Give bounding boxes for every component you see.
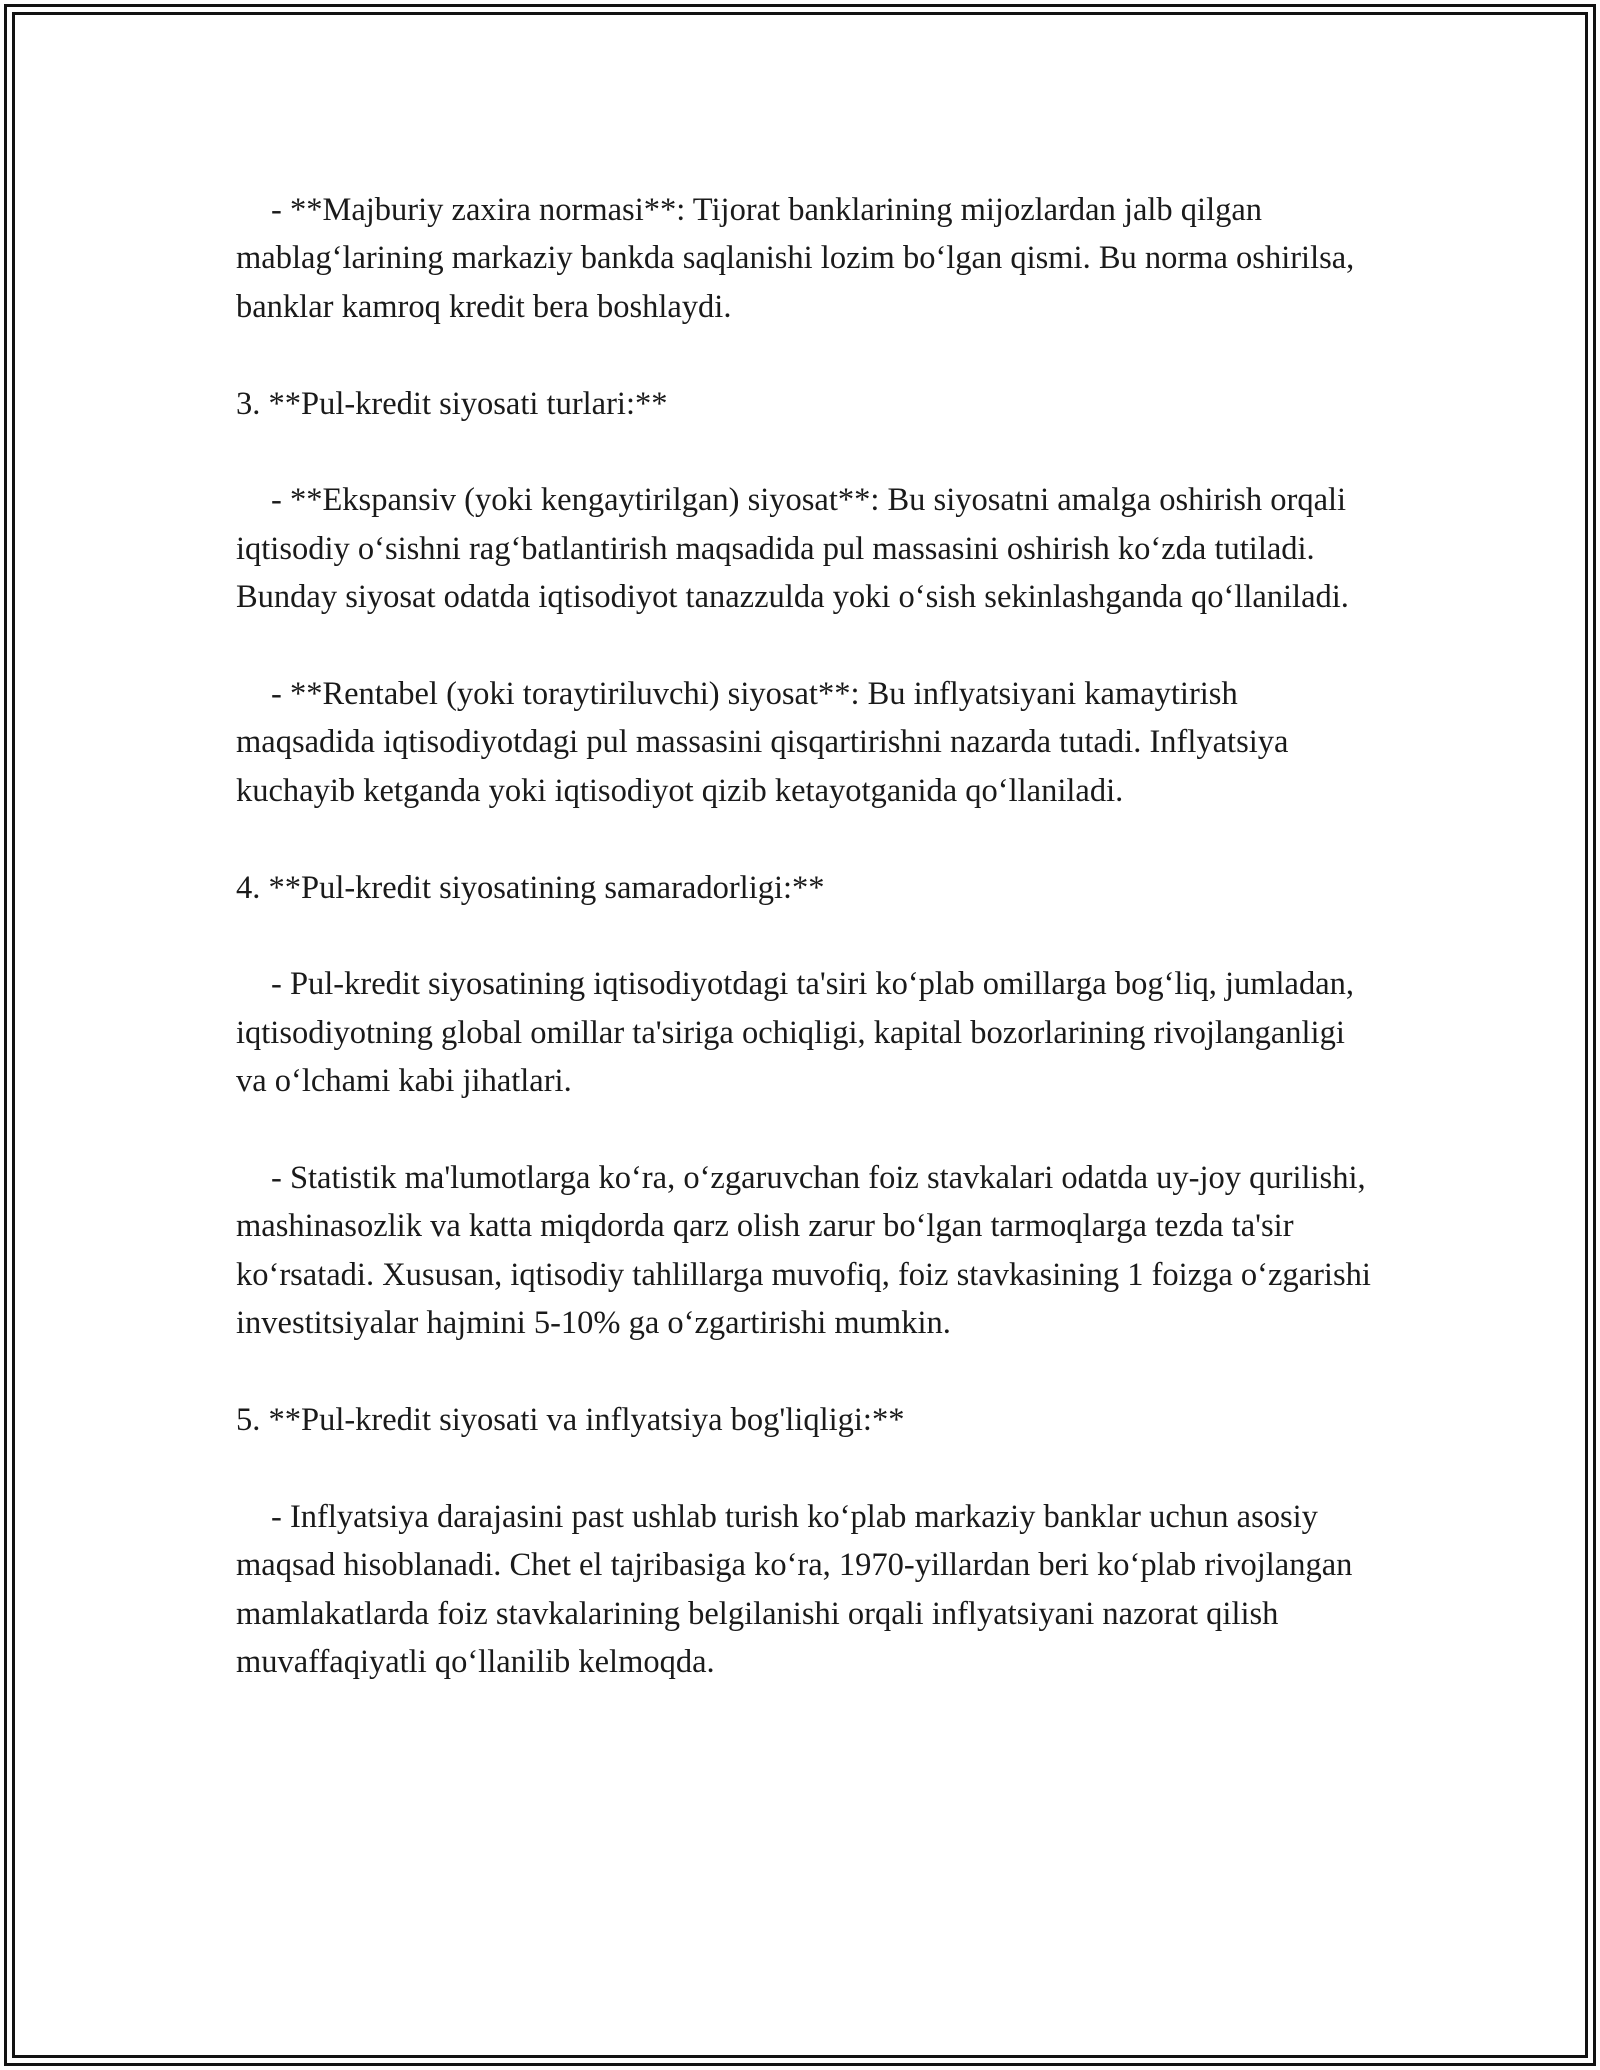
paragraph-policy-impact: - Pul-kredit siyosatining iqtisodiyotdagi ta'siri ko‘plab omillarga bog‘liq, jumladan, iqtisodiyotning global omillar ta'siriga ochiqligi, kapital bozorlarining rivojlanganligi va o‘lchami kabi jihatlari. xyxy=(236,966,1355,1100)
section-heading-policy-types: 3. **Pul-kredit siyosati turlari:** xyxy=(236,385,668,422)
section-heading-policy-effectiveness: 4. **Pul-kredit siyosatining samaradorligi:** xyxy=(236,869,825,906)
paragraph-expansionary-policy: - **Ekspansiv (yoki kengaytirilgan) siyosat**: Bu siyosatni amalga oshirish orqali iqtisodiy o‘sishni rag‘batlantirish maqsadida pul massasini oshirish ko‘zda tutiladi. Bunday siyosat odatda iqtisodiyot tanazzulda yoki o‘sish sekinlashganda qo‘llaniladi. xyxy=(236,482,1349,616)
paragraph-inflation-targeting: - Inflyatsiya darajasini past ushlab turish ko‘plab markaziy banklar uchun asosiy maqsad hisoblanadi. Chet el tajribasiga ko‘ra, 1970-yillardan beri ko‘plab rivojlangan mamlakatlarda foiz stavkalarining belgilanishi orqali inflyatsiyani nazorat qilish muvaffaqiyatli qo‘llanilib kelmoqda. xyxy=(236,1498,1353,1681)
paragraph-reserve-requirement: - **Majburiy zaxira normasi**: Tijorat banklarining mijozlardan jalb qilgan mablag‘larining markaziy bankda saqlanishi lozim bo‘lgan qismi. Bu norma oshirilsa, banklar kamroq kredit bera boshlaydi. xyxy=(236,192,1355,325)
paragraph-contractionary-policy: - **Rentabel (yoki toraytiriluvchi) siyosat**: Bu inflyatsiyani kamaytirish maqsadida iqtisodiyotdagi pul massasini qisqartirishni nazarda tutadi. Inflyatsiya kuchayib ketganda yoki iqtisodiyot qizib ketayotganida qo‘llaniladi. xyxy=(236,676,1289,809)
document-body xyxy=(236,186,1376,1686)
paragraph-statistics: - Statistik ma'lumotlarga ko‘ra, o‘zgaruvchan foiz stavkalari odatda uy-joy qurilishi, mashinasozlik va katta miqdorda qarz olish zarur bo‘lgan tarmoqlarga tezda ta'sir ko‘rsatadi. Xususan, iqtisodiy tahlillarga muvofiq, foiz stavkasining 1 foizga o‘zgarishi investitsiyalar hajmini 5-10% ga o‘zgartirishi mumkin. xyxy=(236,1160,1371,1342)
section-heading-inflation-link: 5. **Pul-kredit siyosati va inflyatsiya bog'liqligi:** xyxy=(236,1402,905,1439)
